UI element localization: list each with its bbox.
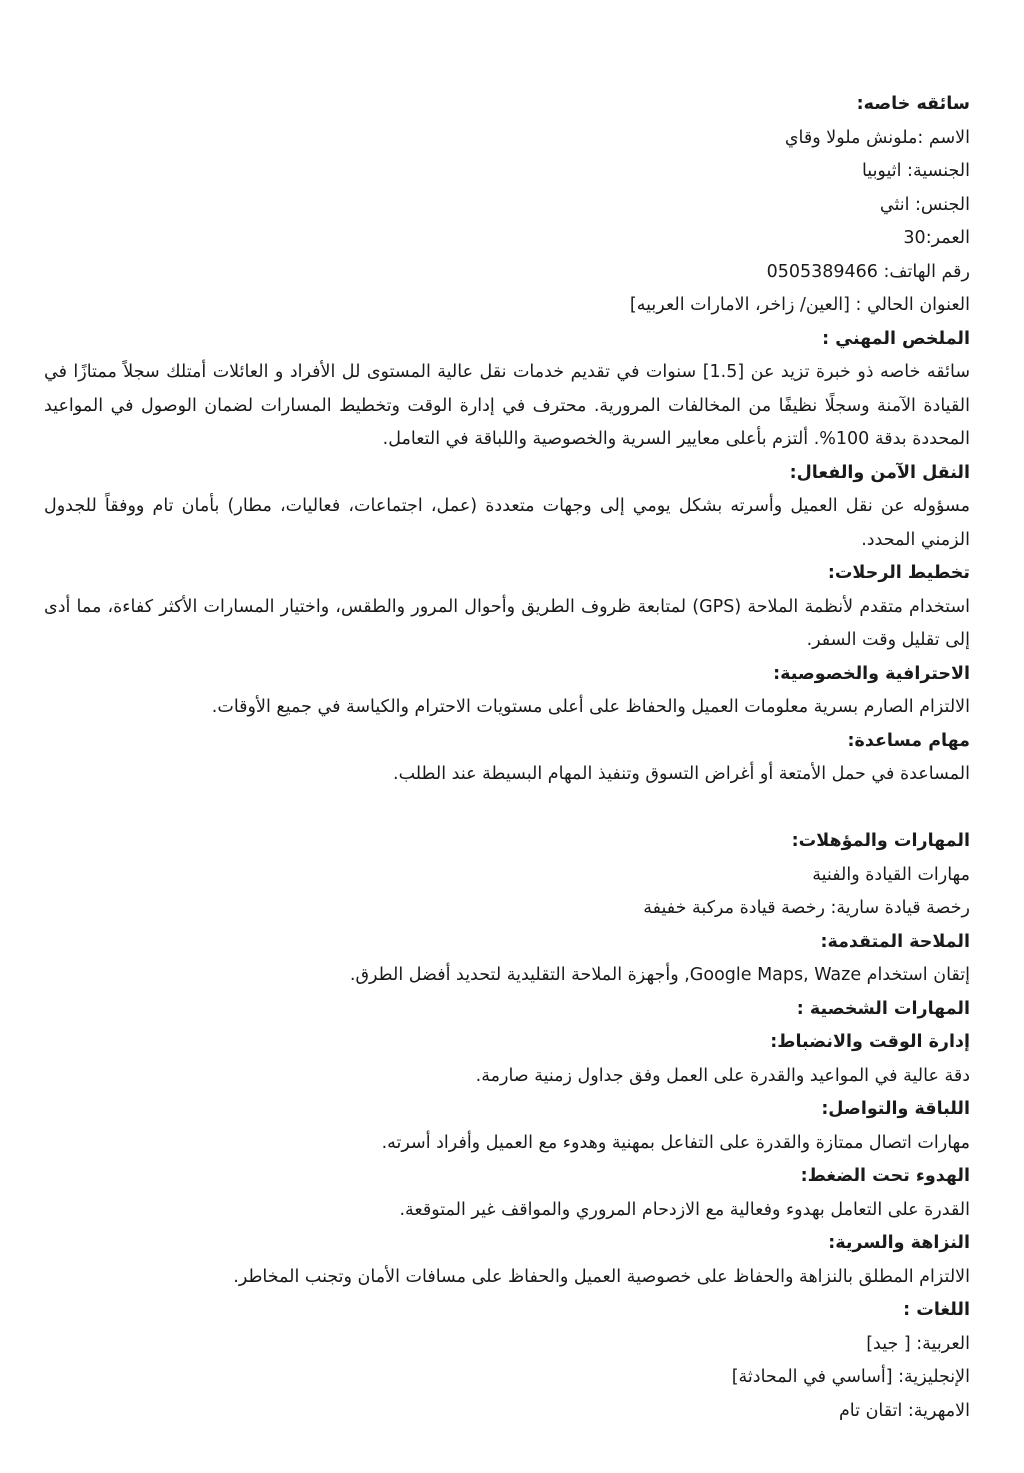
calm-heading: الهدوء تحت الضغط: [800,1166,970,1186]
nationality-line: الجنسية: اثيوبيا [861,161,970,181]
navigation-heading: الملاحة المتقدمة: [820,931,970,952]
privacy-heading: الاحترافية والخصوصية: [773,663,970,684]
cv-title: سائقه خاصه: [856,94,970,114]
assist-text: المساعدة في حمل الأمتعة أو أغراض التسوق وتنفيذ المهام البسيطة عند الطلب. [393,764,970,784]
transport-text: مسؤوله عن نقل العميل وأسرته بشكل يومي إلى وجهات متعددة (عمل، اجتماعات، فعاليات، مطار) بأمان تام ووفقاً للجدول الزمني المحدد. [44,496,970,550]
integrity-heading: النزاهة والسرية: [828,1233,970,1253]
address-line: العنوان الحالي : [العين/ زاخر، الامارات العربيه] [629,295,970,315]
navigation-text: إتقان استخدام Google Maps, Waze, وأجهزة الملاحة التقليدية لتحديد أفضل الطرق. [349,965,970,985]
integrity-text: الالتزام المطلق بالنزاهة والحفاظ على خصوصية العميل والحفاظ على مسافات الأمان وتجنب المخاطر. [233,1266,970,1287]
summary-heading: الملخص المهني : [822,328,970,349]
assist-heading: مهام مساعدة: [847,730,970,751]
cv-document [44,88,970,1428]
planning-text: استخدام متقدم لأنظمة الملاحة (GPS) لمتابعة ظروف الطريق وأحوال المرور والطقس، واختيار المسارات الأكثر كفاءة، مما أدى إلى تقليل وقت السفر. [44,596,970,650]
privacy-text: الالتزام الصارم بسرية معلومات العميل والحفاظ على أعلى مستويات الاحترام والكياسة في جميع الأوقات. [211,697,970,717]
transport-heading: النقل الآمن والفعال: [789,462,970,483]
section-gap [44,792,970,826]
language-english: الإنجليزية: [أساسي في المحادثة] [731,1367,970,1387]
skills-heading: المهارات والمؤهلات: [791,831,970,851]
license-line: رخصة قيادة سارية: رخصة قيادة مركبة خفيفة [643,898,970,918]
language-amharic: الامهرية: اتقان تام [838,1400,970,1421]
personal-skills-heading: المهارات الشخصية : [796,998,970,1019]
gender-line: الجنس: انثي [879,194,970,215]
language-arabic: العربية: [ جيد] [866,1333,970,1354]
age-line: العمر:30 [903,228,970,248]
time-heading: إدارة الوقت والانضباط: [770,1032,970,1052]
summary-text: سائقه خاصه ذو خبرة تزيد عن [1.5] سنوات في تقديم خدمات نقل عالية المستوى لل الأفراد و العائلات أمتلك سجلاً ممتازًا في القيادة الآمنة وسجلًا نظيفًا من المخالفات المرورية. محترف في إدارة الوقت وتخطيط المسارات لضمان الوصول في المواعيد المحددة بدقة 100%. ألتزم بأعلى معايير السرية والخصوصية واللباقة في التعامل. [44,362,970,449]
tact-text: مهارات اتصال ممتازة والقدرة على التفاعل بمهنية وهدوء مع العميل وأفراد أسرته. [381,1132,970,1153]
driving-skills-line: مهارات القيادة والفنية [812,864,970,885]
tact-heading: اللباقة والتواصل: [821,1099,970,1119]
time-text: دقة عالية في المواعيد والقدرة على العمل وفق جداول زمنية صارمة. [475,1065,970,1086]
calm-text: القدرة على التعامل بهدوء وفعالية مع الازدحام المروري والمواقف غير المتوقعة. [399,1199,970,1220]
planning-heading: تخطيط الرحلات: [827,563,970,583]
phone-line: رقم الهاتف: 0505389466 [766,261,970,282]
languages-heading: اللغات : [903,1300,970,1320]
name-line: الاسم :ملونش ملولا وقاي [784,127,970,148]
